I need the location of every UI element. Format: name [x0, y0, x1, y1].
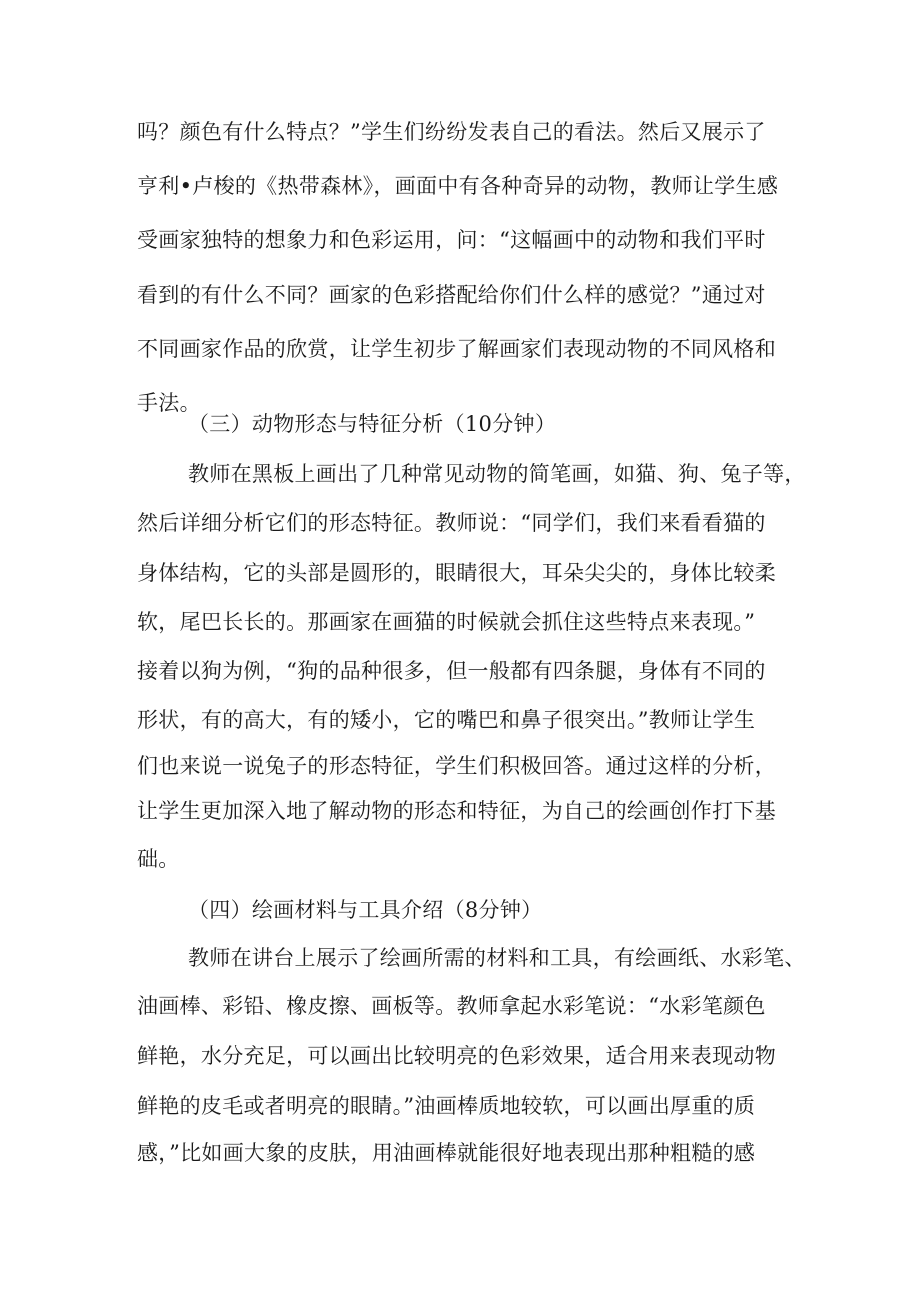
paragraph-line: 吗？颜色有什么特点？”学生们纷纷发表自己的看法。然后又展示了 — [137, 120, 766, 144]
paragraph-line: 教师在讲台上展示了绘画所需的材料和工具，有绘画纸、水彩笔、 — [188, 946, 806, 970]
paragraph-line: 软，尾巴长长的。那画家在画猫的时候就会抓住这些特点来表现。” — [137, 610, 756, 634]
paragraph-line: 让学生更加深入地了解动物的形态和特征，为自己的绘画创作打下基 — [137, 799, 776, 823]
paragraph-line: 形状，有的高大，有的矮小，它的嘴巴和鼻子很突出。”教师让学生 — [137, 708, 756, 732]
paragraph-line: 接着以狗为例，“狗的品种很多，但一般都有四条腿，身体有不同的 — [137, 659, 766, 683]
section-heading: （三）动物形态与特征分析（10分钟） — [188, 412, 557, 436]
paragraph-line: 教师在黑板上画出了几种常见动物的简笔画，如猫、狗、兔子等， — [188, 462, 806, 486]
paragraph-line: 们也来说一说兔子的形态特征，学生们积极回答。通过这样的分析， — [137, 754, 776, 778]
paragraph-line: 础。 — [137, 847, 180, 871]
paragraph-line: 亨利•卢梭的《热带森林》，画面中有各种奇异的动物，教师让学生感 — [137, 174, 779, 198]
paragraph-line: 身体结构，它的头部是圆形的，眼睛很大，耳朵尖尖的，身体比较柔 — [137, 561, 776, 585]
paragraph-line: 看到的有什么不同？画家的色彩搭配给你们什么样的感觉？”通过对 — [137, 283, 766, 307]
paragraph-line: 受画家独特的想象力和色彩运用，问：“这幅画中的动物和我们平时 — [137, 228, 766, 252]
paragraph-line: 不同画家作品的欣赏，让学生初步了解画家们表现动物的不同风格和 — [137, 337, 776, 361]
paragraph-line: 感，”比如画大象的皮肤，用油画棒就能很好地表现出那种粗糙的感 — [137, 1141, 756, 1165]
paragraph-line: 油画棒、彩铅、橡皮擦、画板等。教师拿起水彩笔说：“水彩笔颜色 — [137, 994, 766, 1018]
paragraph-line: 手法。 — [137, 391, 201, 415]
paragraph-line: 鲜艳，水分充足，可以画出比较明亮的色彩效果，适合用来表现动物 — [137, 1044, 776, 1068]
paragraph-line: 鲜艳的皮毛或者明亮的眼睛。”油画棒质地较软，可以画出厚重的质 — [137, 1094, 756, 1118]
paragraph-line: 然后详细分析它们的形态特征。教师说：“同学们，我们来看看猫的 — [137, 511, 766, 535]
section-heading: （四）绘画材料与工具介绍（8分钟） — [188, 898, 543, 922]
